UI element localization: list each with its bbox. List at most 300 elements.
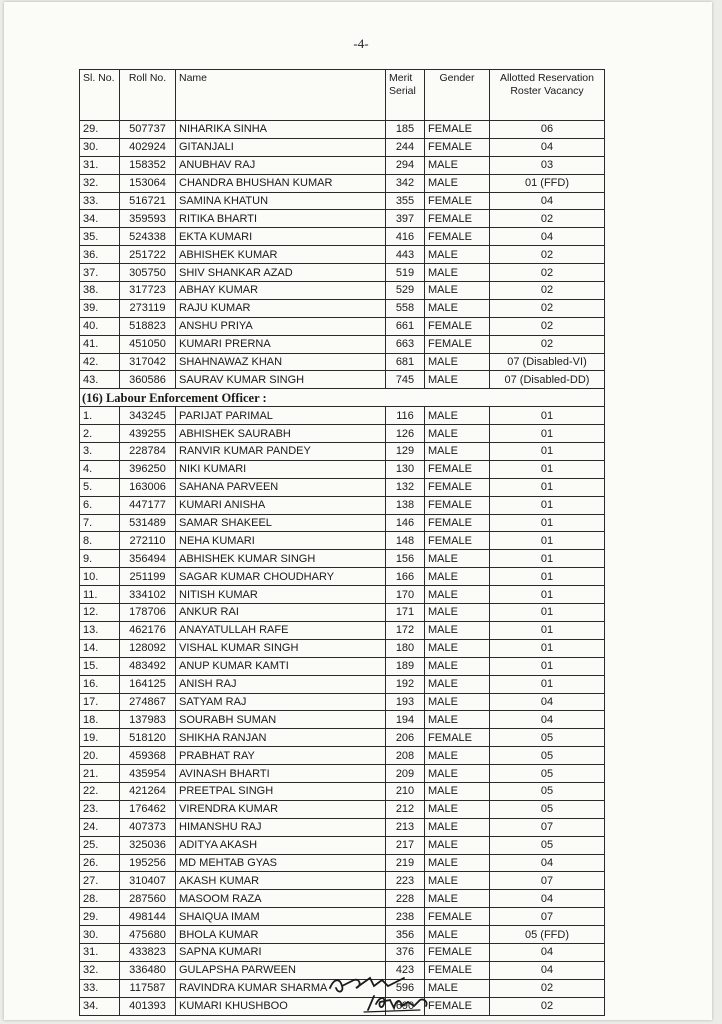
- cell-roll-no: 356494: [120, 550, 176, 568]
- cell-merit-serial: 355: [386, 192, 425, 210]
- cell-name: SHIV SHANKAR AZAD: [176, 264, 386, 282]
- cell-sl-no: 35.: [80, 228, 120, 246]
- cell-roll-no: 402924: [120, 138, 176, 156]
- cell-gender: MALE: [425, 586, 490, 604]
- header-merit-serial: Merit Serial: [386, 70, 425, 121]
- table-row: [80, 550, 605, 568]
- cell-merit-serial: 217: [386, 836, 425, 854]
- cell-merit-serial: 690: [386, 997, 425, 1015]
- cell-sl-no: 36.: [80, 246, 120, 264]
- cell-name: BHOLA KUMAR: [176, 926, 386, 944]
- cell-merit-serial: 443: [386, 246, 425, 264]
- cell-merit-serial: 166: [386, 568, 425, 586]
- cell-vacancy: 01: [490, 443, 605, 461]
- cell-name: SHAIQUA IMAM: [176, 908, 386, 926]
- table-row: [80, 943, 605, 961]
- cell-merit-serial: 116: [386, 407, 425, 425]
- cell-roll-no: 228784: [120, 443, 176, 461]
- table-row: [80, 282, 605, 300]
- cell-sl-no: 37.: [80, 264, 120, 282]
- cell-merit-serial: 129: [386, 443, 425, 461]
- cell-roll-no: 273119: [120, 299, 176, 317]
- cell-vacancy: 01: [490, 496, 605, 514]
- result-table: [79, 69, 605, 1016]
- cell-roll-no: 195256: [120, 854, 176, 872]
- cell-roll-no: 325036: [120, 836, 176, 854]
- cell-name: HIMANSHU RAJ: [176, 818, 386, 836]
- cell-vacancy: 01: [490, 478, 605, 496]
- cell-merit-serial: 416: [386, 228, 425, 246]
- cell-name: SAMAR SHAKEEL: [176, 514, 386, 532]
- cell-name: ANSHU PRIYA: [176, 317, 386, 335]
- cell-name: ADITYA AKASH: [176, 836, 386, 854]
- table-row: [80, 264, 605, 282]
- cell-gender: MALE: [425, 550, 490, 568]
- cell-name: SATYAM RAJ: [176, 693, 386, 711]
- cell-sl-no: 20.: [80, 747, 120, 765]
- cell-roll-no: 164125: [120, 675, 176, 693]
- cell-merit-serial: 745: [386, 371, 425, 389]
- cell-roll-no: 163006: [120, 478, 176, 496]
- cell-merit-serial: 171: [386, 604, 425, 622]
- cell-gender: MALE: [425, 747, 490, 765]
- cell-merit-serial: 661: [386, 317, 425, 335]
- table-row: [80, 317, 605, 335]
- cell-name: ABHISHEK KUMAR SINGH: [176, 550, 386, 568]
- cell-roll-no: 334102: [120, 586, 176, 604]
- cell-gender: MALE: [425, 568, 490, 586]
- section-header-group: [80, 389, 605, 407]
- cell-sl-no: 27.: [80, 872, 120, 890]
- cell-name: ANAYATULLAH RAFE: [176, 621, 386, 639]
- cell-gender: MALE: [425, 425, 490, 443]
- cell-name: NIKI KUMARI: [176, 460, 386, 478]
- table-row: [80, 729, 605, 747]
- cell-vacancy: 07 (Disabled-VI): [490, 353, 605, 371]
- cell-name: ABHISHEK SAURABH: [176, 425, 386, 443]
- cell-vacancy: 04: [490, 192, 605, 210]
- cell-vacancy: 05: [490, 836, 605, 854]
- cell-vacancy: 07: [490, 872, 605, 890]
- cell-merit-serial: 223: [386, 872, 425, 890]
- cell-roll-no: 360586: [120, 371, 176, 389]
- cell-gender: MALE: [425, 782, 490, 800]
- table-row: [80, 425, 605, 443]
- table-row: [80, 675, 605, 693]
- cell-vacancy: 07 (Disabled-DD): [490, 371, 605, 389]
- cell-roll-no: 117587: [120, 979, 176, 997]
- cell-merit-serial: 397: [386, 210, 425, 228]
- cell-merit-serial: 342: [386, 174, 425, 192]
- cell-sl-no: 24.: [80, 818, 120, 836]
- cell-vacancy: 01: [490, 407, 605, 425]
- cell-name: ANISH RAJ: [176, 675, 386, 693]
- cell-merit-serial: 596: [386, 979, 425, 997]
- cell-name: VISHAL KUMAR SINGH: [176, 639, 386, 657]
- cell-vacancy: 01: [490, 639, 605, 657]
- table-row: [80, 908, 605, 926]
- cell-sl-no: 2.: [80, 425, 120, 443]
- cell-roll-no: 310407: [120, 872, 176, 890]
- table-row: [80, 496, 605, 514]
- cell-sl-no: 6.: [80, 496, 120, 514]
- cell-vacancy: 01: [490, 425, 605, 443]
- cell-roll-no: 178706: [120, 604, 176, 622]
- cell-sl-no: 34.: [80, 997, 120, 1015]
- cell-sl-no: 12.: [80, 604, 120, 622]
- table-row: [80, 532, 605, 550]
- cell-sl-no: 28.: [80, 890, 120, 908]
- cell-sl-no: 14.: [80, 639, 120, 657]
- cell-vacancy: 02: [490, 210, 605, 228]
- cell-vacancy: 02: [490, 282, 605, 300]
- cell-name: PREETPAL SINGH: [176, 782, 386, 800]
- cell-sl-no: 21.: [80, 765, 120, 783]
- cell-gender: MALE: [425, 818, 490, 836]
- cell-merit-serial: 663: [386, 335, 425, 353]
- cell-vacancy: 05: [490, 782, 605, 800]
- cell-sl-no: 10.: [80, 568, 120, 586]
- cell-roll-no: 274867: [120, 693, 176, 711]
- cell-vacancy: 04: [490, 693, 605, 711]
- cell-vacancy: 04: [490, 138, 605, 156]
- cell-sl-no: 38.: [80, 282, 120, 300]
- table-row: [80, 854, 605, 872]
- cell-gender: MALE: [425, 890, 490, 908]
- cell-roll-no: 396250: [120, 460, 176, 478]
- cell-name: SHIKHA RANJAN: [176, 729, 386, 747]
- cell-gender: FEMALE: [425, 138, 490, 156]
- cell-roll-no: 518823: [120, 317, 176, 335]
- cell-merit-serial: 212: [386, 800, 425, 818]
- cell-roll-no: 518120: [120, 729, 176, 747]
- cell-merit-serial: 356: [386, 926, 425, 944]
- cell-vacancy: 02: [490, 979, 605, 997]
- cell-gender: MALE: [425, 765, 490, 783]
- cell-name: ABHISHEK KUMAR: [176, 246, 386, 264]
- cell-vacancy: 02: [490, 335, 605, 353]
- cell-sl-no: 13.: [80, 621, 120, 639]
- cell-merit-serial: 180: [386, 639, 425, 657]
- cell-name: NEHA KUMARI: [176, 532, 386, 550]
- cell-name: VIRENDRA KUMAR: [176, 800, 386, 818]
- cell-vacancy: 01: [490, 657, 605, 675]
- cell-roll-no: 359593: [120, 210, 176, 228]
- table-row: [80, 765, 605, 783]
- cell-merit-serial: 138: [386, 496, 425, 514]
- cell-roll-no: 176462: [120, 800, 176, 818]
- header-roll-no: Roll No.: [120, 70, 176, 121]
- cell-vacancy: 01: [490, 460, 605, 478]
- cell-name: ANUBHAV RAJ: [176, 156, 386, 174]
- cell-sl-no: 15.: [80, 657, 120, 675]
- cell-name: RANVIR KUMAR PANDEY: [176, 443, 386, 461]
- cell-gender: MALE: [425, 675, 490, 693]
- cell-roll-no: 153064: [120, 174, 176, 192]
- cell-gender: MALE: [425, 800, 490, 818]
- table-row: [80, 621, 605, 639]
- cell-gender: MALE: [425, 174, 490, 192]
- cell-gender: FEMALE: [425, 961, 490, 979]
- cell-name: SHAHNAWAZ KHAN: [176, 353, 386, 371]
- cell-sl-no: 5.: [80, 478, 120, 496]
- table-row: [80, 299, 605, 317]
- header-gender: Gender: [425, 70, 490, 121]
- cell-sl-no: 33.: [80, 192, 120, 210]
- cell-name: GULAPSHA PARWEEN: [176, 961, 386, 979]
- cell-name: KUMARI PRERNA: [176, 335, 386, 353]
- cell-merit-serial: 681: [386, 353, 425, 371]
- cell-merit-serial: 192: [386, 675, 425, 693]
- cell-gender: FEMALE: [425, 460, 490, 478]
- cell-sl-no: 32.: [80, 961, 120, 979]
- cell-gender: FEMALE: [425, 228, 490, 246]
- cell-gender: FEMALE: [425, 943, 490, 961]
- cell-merit-serial: 376: [386, 943, 425, 961]
- page-number: -4-: [353, 36, 369, 51]
- cell-merit-serial: 213: [386, 818, 425, 836]
- cell-roll-no: 447177: [120, 496, 176, 514]
- table-row: [80, 478, 605, 496]
- table-row: [80, 460, 605, 478]
- table-row: [80, 138, 605, 156]
- section-title: (16) Labour Enforcement Officer :: [80, 389, 605, 407]
- cell-sl-no: 23.: [80, 800, 120, 818]
- cell-merit-serial: 156: [386, 550, 425, 568]
- cell-merit-serial: 558: [386, 299, 425, 317]
- cell-vacancy: 03: [490, 156, 605, 174]
- table-row: [80, 657, 605, 675]
- cell-merit-serial: 193: [386, 693, 425, 711]
- cell-roll-no: 483492: [120, 657, 176, 675]
- cell-vacancy: 02: [490, 264, 605, 282]
- cell-vacancy: 02: [490, 317, 605, 335]
- cell-merit-serial: 244: [386, 138, 425, 156]
- cell-vacancy: 05: [490, 729, 605, 747]
- cell-vacancy: 01 (FFD): [490, 174, 605, 192]
- cell-merit-serial: 423: [386, 961, 425, 979]
- cell-merit-serial: 130: [386, 460, 425, 478]
- cell-gender: MALE: [425, 639, 490, 657]
- cell-roll-no: 343245: [120, 407, 176, 425]
- cell-vacancy: 05 (FFD): [490, 926, 605, 944]
- cell-gender: FEMALE: [425, 532, 490, 550]
- table-row: [80, 192, 605, 210]
- cell-sl-no: 18.: [80, 711, 120, 729]
- header-sl-no: Sl. No.: [80, 70, 120, 121]
- cell-name: KUMARI ANISHA: [176, 496, 386, 514]
- table-row: [80, 747, 605, 765]
- cell-sl-no: 17.: [80, 693, 120, 711]
- signature-image: [324, 966, 444, 1014]
- table-row: [80, 371, 605, 389]
- table-row: [80, 228, 605, 246]
- cell-sl-no: 1.: [80, 407, 120, 425]
- cell-vacancy: 01: [490, 604, 605, 622]
- cell-sl-no: 30.: [80, 926, 120, 944]
- cell-sl-no: 16.: [80, 675, 120, 693]
- cell-gender: MALE: [425, 371, 490, 389]
- table-row: [80, 156, 605, 174]
- table-header-row: [80, 70, 605, 121]
- cell-roll-no: 421264: [120, 782, 176, 800]
- table-row: [80, 443, 605, 461]
- cell-roll-no: 272110: [120, 532, 176, 550]
- cell-name: SAPNA KUMARI: [176, 943, 386, 961]
- cell-vacancy: 04: [490, 854, 605, 872]
- cell-gender: FEMALE: [425, 478, 490, 496]
- cell-name: SOURABH SUMAN: [176, 711, 386, 729]
- cell-vacancy: 01: [490, 568, 605, 586]
- cell-name: RAVINDRA KUMAR SHARMA: [176, 979, 386, 997]
- cell-sl-no: 22.: [80, 782, 120, 800]
- table-row: [80, 926, 605, 944]
- cell-gender: FEMALE: [425, 729, 490, 747]
- table-row: [80, 711, 605, 729]
- cell-gender: FEMALE: [425, 335, 490, 353]
- table-row: [80, 335, 605, 353]
- cell-sl-no: 8.: [80, 532, 120, 550]
- cell-roll-no: 462176: [120, 621, 176, 639]
- header-vacancy: Allotted Reservation Roster Vacancy: [490, 70, 605, 121]
- table-body-previous-post: [80, 121, 605, 389]
- cell-merit-serial: 206: [386, 729, 425, 747]
- cell-gender: MALE: [425, 621, 490, 639]
- cell-sl-no: 3.: [80, 443, 120, 461]
- table-row: [80, 353, 605, 371]
- cell-sl-no: 29.: [80, 908, 120, 926]
- cell-sl-no: 41.: [80, 335, 120, 353]
- cell-name: NIHARIKA SINHA: [176, 121, 386, 139]
- cell-name: SAGAR KUMAR CHOUDHARY: [176, 568, 386, 586]
- cell-gender: MALE: [425, 693, 490, 711]
- cell-gender: MALE: [425, 156, 490, 174]
- cell-gender: FEMALE: [425, 514, 490, 532]
- cell-name: RAJU KUMAR: [176, 299, 386, 317]
- cell-roll-no: 128092: [120, 639, 176, 657]
- table-row: [80, 693, 605, 711]
- cell-merit-serial: 228: [386, 890, 425, 908]
- cell-vacancy: 06: [490, 121, 605, 139]
- cell-name: KUMARI KHUSHBOO: [176, 997, 386, 1015]
- cell-name: AVINASH BHARTI: [176, 765, 386, 783]
- cell-merit-serial: 185: [386, 121, 425, 139]
- cell-roll-no: 439255: [120, 425, 176, 443]
- cell-sl-no: 19.: [80, 729, 120, 747]
- cell-sl-no: 39.: [80, 299, 120, 317]
- cell-gender: FEMALE: [425, 997, 490, 1015]
- cell-vacancy: 04: [490, 890, 605, 908]
- cell-roll-no: 531489: [120, 514, 176, 532]
- cell-roll-no: 524338: [120, 228, 176, 246]
- cell-roll-no: 435954: [120, 765, 176, 783]
- cell-roll-no: 401393: [120, 997, 176, 1015]
- cell-name: AKASH KUMAR: [176, 872, 386, 890]
- cell-roll-no: 305750: [120, 264, 176, 282]
- table-row: [80, 872, 605, 890]
- cell-merit-serial: 132: [386, 478, 425, 496]
- cell-sl-no: 31.: [80, 156, 120, 174]
- table-row: [80, 639, 605, 657]
- cell-merit-serial: 519: [386, 264, 425, 282]
- cell-sl-no: 25.: [80, 836, 120, 854]
- cell-sl-no: 32.: [80, 174, 120, 192]
- cell-gender: FEMALE: [425, 210, 490, 228]
- cell-vacancy: 01: [490, 586, 605, 604]
- cell-roll-no: 507737: [120, 121, 176, 139]
- table-row: [80, 246, 605, 264]
- cell-roll-no: 451050: [120, 335, 176, 353]
- cell-name: PARIJAT PARIMAL: [176, 407, 386, 425]
- cell-vacancy: 07: [490, 908, 605, 926]
- cell-roll-no: 317042: [120, 353, 176, 371]
- cell-gender: MALE: [425, 246, 490, 264]
- cell-name: RITIKA BHARTI: [176, 210, 386, 228]
- cell-sl-no: 34.: [80, 210, 120, 228]
- cell-name: SAHANA PARVEEN: [176, 478, 386, 496]
- cell-merit-serial: 238: [386, 908, 425, 926]
- cell-sl-no: 40.: [80, 317, 120, 335]
- cell-name: CHANDRA BHUSHAN KUMAR: [176, 174, 386, 192]
- cell-gender: MALE: [425, 299, 490, 317]
- cell-gender: MALE: [425, 711, 490, 729]
- table-row: [80, 210, 605, 228]
- cell-gender: FEMALE: [425, 317, 490, 335]
- cell-vacancy: 01: [490, 514, 605, 532]
- cell-merit-serial: 210: [386, 782, 425, 800]
- cell-roll-no: 516721: [120, 192, 176, 210]
- cell-merit-serial: 208: [386, 747, 425, 765]
- cell-sl-no: 43.: [80, 371, 120, 389]
- cell-vacancy: 02: [490, 246, 605, 264]
- cell-name: EKTA KUMARI: [176, 228, 386, 246]
- table-row: [80, 890, 605, 908]
- cell-merit-serial: 219: [386, 854, 425, 872]
- table-row: [80, 586, 605, 604]
- table-row: [80, 800, 605, 818]
- cell-gender: MALE: [425, 854, 490, 872]
- cell-roll-no: 287560: [120, 890, 176, 908]
- cell-name: SAURAV KUMAR SINGH: [176, 371, 386, 389]
- cell-roll-no: 459368: [120, 747, 176, 765]
- cell-roll-no: 336480: [120, 961, 176, 979]
- cell-gender: MALE: [425, 979, 490, 997]
- cell-vacancy: 04: [490, 711, 605, 729]
- cell-sl-no: 9.: [80, 550, 120, 568]
- cell-vacancy: 05: [490, 747, 605, 765]
- cell-sl-no: 30.: [80, 138, 120, 156]
- cell-name: ABHAY KUMAR: [176, 282, 386, 300]
- table-row: [80, 604, 605, 622]
- cell-name: MASOOM RAZA: [176, 890, 386, 908]
- cell-merit-serial: 194: [386, 711, 425, 729]
- table-body-labour-enforcement-officer: [80, 407, 605, 1015]
- cell-merit-serial: 148: [386, 532, 425, 550]
- cell-roll-no: 475680: [120, 926, 176, 944]
- cell-vacancy: 02: [490, 997, 605, 1015]
- table-row: [80, 514, 605, 532]
- cell-gender: FEMALE: [425, 192, 490, 210]
- cell-sl-no: 29.: [80, 121, 120, 139]
- cell-gender: FEMALE: [425, 121, 490, 139]
- cell-roll-no: 407373: [120, 818, 176, 836]
- cell-vacancy: 01: [490, 675, 605, 693]
- cell-gender: MALE: [425, 604, 490, 622]
- cell-name: GITANJALI: [176, 138, 386, 156]
- cell-merit-serial: 172: [386, 621, 425, 639]
- cell-gender: MALE: [425, 407, 490, 425]
- cell-gender: FEMALE: [425, 496, 490, 514]
